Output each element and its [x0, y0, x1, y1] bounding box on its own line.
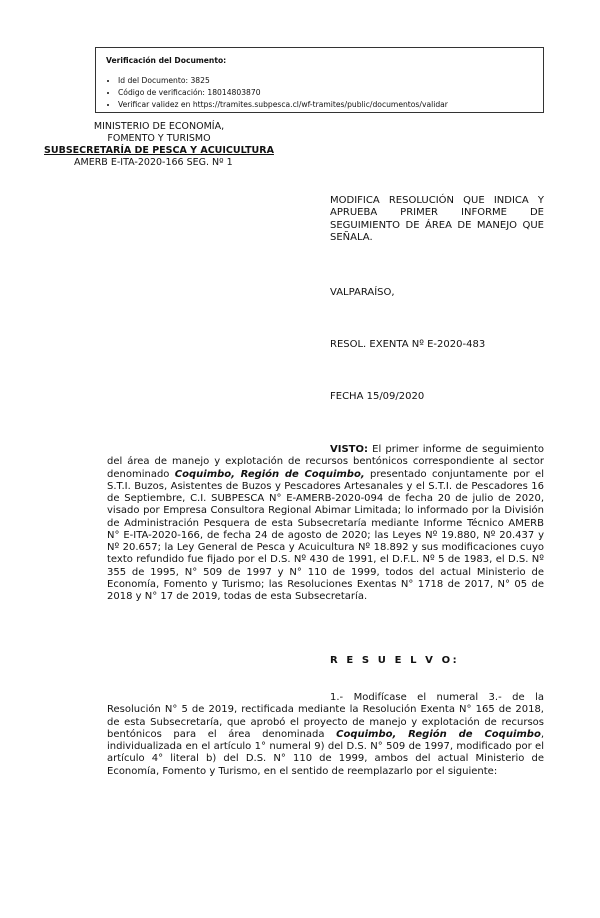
visto-label: VISTO:: [330, 444, 368, 455]
amerb-reference: AMERB E-ITA-2020-166 SEG. Nº 1: [74, 157, 233, 168]
visto-text-b: presentado conjuntamente por el S.T.I. Buzos, Asistentes de Buzos y Pescadores Artesanales y el S.T.I. de Pescadores 16 de Septiembre, C.I. SUBPESCA N° E-AMERB-2020-094 de fecha 20 de julio de 2020, visado por Empresa Consultora Regional Abimar Limitada; lo informado por la División de Administración Pesquera de esta Subsecretaría mediante Informe Técnico AMERB N° E-ITA-2020-166, de fecha 24 de agosto de 2020; las Leyes Nº 19.880, Nº 20.437 y Nº 20.657; la Ley General de Pesca y Acuicultura Nº 18.892 y sus modificaciones cuyo texto refundido fue fijado por el D.S. Nº 430 de 1991, el D.F.L. Nº 5 de 1983, el D.S. Nº 355 de 1995, N° 509 de 1997 y N° 110 de 1999, todos del actual Ministerio de Economía, Fomento y Turismo; las Resoluciones Exentas N° 1718 de 2017, N° 05 de 2018 y N° 17 de 2019, todas de esta Subsecretaría.: [107, 468, 544, 602]
ministry-line-2: FOMENTO Y TURISMO: [107, 133, 211, 144]
verification-list: [106, 75, 543, 111]
subsecretaria-name: SUBSECRETARÍA DE PESCA Y ACUICULTURA: [44, 145, 274, 156]
article-1-text-a: 1.- Modifícase el numeral 3.- de la Resolución N° 5 de 2019, rectificada mediante la Resolución Exenta N° 165 de 2018, de esta Subsecretaría, que aprobó el proyecto de manejo y explotación de recursos bentónicos para el área denominada: [107, 692, 544, 740]
letterhead: [36, 121, 282, 169]
resolution-title: MODIFICA RESOLUCIÓN QUE INDICA Y APRUEBA PRIMER INFORME DE SEGUIMIENTO DE ÁREA DE MANEJO QUE SEÑALA.: [330, 195, 544, 244]
ministry-line-1: MINISTERIO DE ECONOMÍA,: [93, 121, 225, 132]
verification-code: • Código de verificación: 18014803870: [118, 87, 543, 99]
resolution-date: FECHA 15/09/2020: [330, 391, 425, 402]
article-1-area-name: Coquimbo, Región de Coquimbo: [336, 728, 541, 740]
resolution-number: RESOL. EXENTA Nº E-2020-483: [330, 339, 486, 350]
resuelvo-heading: R E S U E L V O:: [330, 655, 460, 666]
article-1-paragraph: [107, 692, 544, 778]
city-line: VALPARAÍSO,: [330, 287, 395, 298]
visto-paragraph: [107, 444, 544, 603]
verification-document-id: • Id del Documento: 3825: [118, 75, 543, 87]
verification-url[interactable]: • Verificar validez en https://tramites.subpesca.cl/wf-tramites/public/documentos/validar: [118, 99, 543, 111]
visto-area-name: Coquimbo, Región de Coquimbo,: [174, 468, 365, 480]
verification-title: Verificación del Documento:: [106, 56, 227, 65]
visto-text-a: El primer informe de seguimiento del área de manejo y explotación de recursos bentónicos correspondiente al sector denominado: [107, 444, 544, 480]
verification-box: [95, 47, 544, 113]
article-1-text-b: , individualizada en el artículo 1° numeral 9) del D.S. N° 509 de 1997, modificado por el artículo 4° literal b) del D.S. N° 110 de 1999, ambos del actual Ministerio de Economía, Fomento y Turismo, en el sentido de reemplazarlo por el siguiente:: [107, 728, 545, 777]
